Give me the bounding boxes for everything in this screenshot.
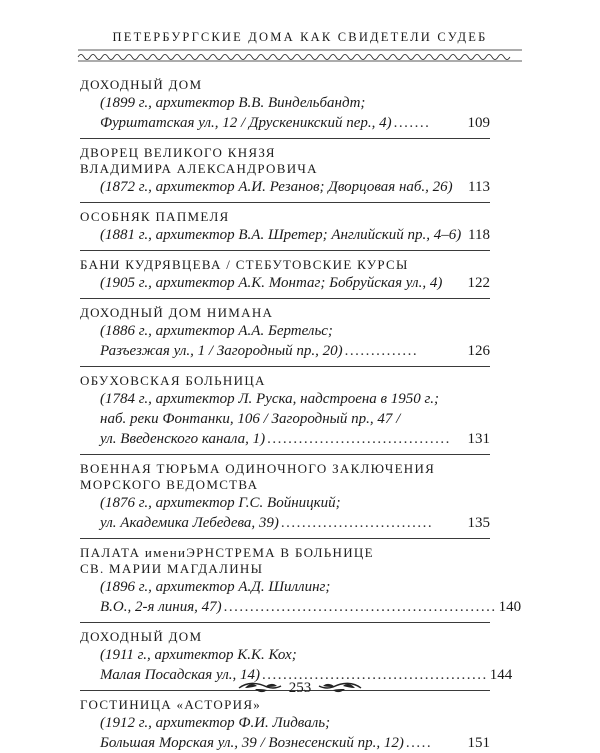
leaf-ornament-left-icon <box>237 680 283 696</box>
entry-detail: (1896 г., архитектор А.Д. Шиллинг; <box>100 579 331 595</box>
entry-title <box>80 373 490 389</box>
toc-entry <box>80 545 522 617</box>
entry-detail-line <box>100 273 490 293</box>
entry-detail-line <box>100 341 490 361</box>
divider <box>80 366 490 367</box>
entry-detail: (1899 г., архитектор В.В. Виндельбандт; <box>100 95 366 111</box>
entry-detail: (1876 г., архитектор Г.С. Войницкий; <box>100 495 341 511</box>
entry-detail: Большая Морская ул., 39 / Вознесенский пр., 12) <box>100 735 404 751</box>
entry-detail: (1911 г., архитектор К.К. Кох; <box>100 647 297 663</box>
entry-title <box>80 77 490 93</box>
entry-detail: (1886 г., архитектор А.А. Бертельс; <box>100 323 333 339</box>
entry-detail-line <box>100 389 490 409</box>
entry-detail-line <box>100 597 522 617</box>
divider <box>80 202 490 203</box>
page-number: 144 <box>489 667 513 683</box>
entry-title-line: БАНИ КУДРЯВЦЕВА / СТЕБУТОВСКИЕ КУРСЫ <box>80 257 409 272</box>
running-header: ПЕТЕРБУРГСКИЕ ДОМА КАК СВИДЕТЕЛИ СУДЕБ <box>112 30 488 44</box>
page-number: 126 <box>467 343 490 359</box>
entry-title <box>80 257 490 273</box>
toc-entry <box>80 697 490 753</box>
toc-entry <box>80 209 490 245</box>
entry-title-line: ДОХОДНЫЙ ДОМ <box>80 629 203 644</box>
page-number: 109 <box>467 115 490 131</box>
entry-detail-line <box>100 429 490 449</box>
entry-detail: Разъезжая ул., 1 / Загородный пр., 20) <box>100 343 343 359</box>
toc-entry <box>80 373 490 449</box>
entry-title <box>80 629 490 645</box>
divider <box>80 454 490 455</box>
toc-entry <box>80 145 490 197</box>
entry-detail: ул. Академика Лебедева, 39) <box>100 515 279 531</box>
entry-detail-line <box>100 493 490 513</box>
page-number-footer: 253 <box>288 679 312 696</box>
toc-entry <box>80 305 490 361</box>
entry-detail: (1784 г., архитектор Л. Руска, надстроена в 1950 г.; <box>100 391 439 407</box>
entry-title <box>80 209 490 225</box>
table-of-contents <box>80 77 522 753</box>
entry-detail: Малая Посадская ул., 14) <box>100 667 260 683</box>
entry-detail: (1912 г., архитектор Ф.И. Лидваль; <box>100 715 331 731</box>
divider <box>80 138 490 139</box>
divider <box>80 622 490 623</box>
entry-title-line: СВ. МАРИИ МАГДАЛИНЫ <box>80 561 264 576</box>
page-number: 131 <box>467 431 490 447</box>
entry-detail: (1905 г., архитектор А.К. Монтаг; Бобруйская ул., 4) <box>100 275 443 291</box>
entry-detail-line <box>100 513 490 533</box>
entry-title-line: ДВОРЕЦ ВЕЛИКОГО КНЯЗЯ <box>80 145 276 160</box>
dot-leader: ............................. <box>280 515 434 531</box>
entry-detail-line <box>100 733 490 753</box>
entry-detail: (1872 г., архитектор А.И. Резанов; Дворцовая наб., 26) <box>100 179 453 195</box>
entry-detail-line <box>100 713 490 733</box>
entry-detail-line <box>100 321 490 341</box>
entry-detail-line <box>100 113 490 133</box>
toc-entry <box>80 257 490 293</box>
entry-detail: Фурштатская ул., 12 / Друскеникский пер., 4) <box>100 115 392 131</box>
page-number: 118 <box>468 227 490 243</box>
entry-title-line: ГОСТИНИЦА «АСТОРИЯ» <box>80 697 262 712</box>
page-footer <box>0 676 600 700</box>
toc-entry <box>80 77 490 133</box>
entry-title-line: МОРСКОГО ВЕДОМСТВА <box>80 477 259 492</box>
entry-title-line: ДОХОДНЫЙ ДОМ <box>80 77 203 92</box>
entry-detail-line <box>100 177 490 197</box>
toc-entry <box>80 461 490 533</box>
entry-title-line: ВЛАДИМИРА АЛЕКСАНДРОВИЧА <box>80 161 318 176</box>
divider <box>80 250 490 251</box>
entry-title-line: ВОЕННАЯ ТЮРЬМА ОДИНОЧНОГО ЗАКЛЮЧЕНИЯ <box>80 461 436 476</box>
entry-detail: В.О., 2-я линия, 47) <box>100 599 222 615</box>
page-number: 113 <box>468 179 490 195</box>
entry-title <box>80 305 490 321</box>
leaf-ornament-right-icon <box>317 680 363 696</box>
dot-leader: ........................................... <box>261 667 488 683</box>
page-number: 140 <box>498 599 522 615</box>
entry-title-line: ДОХОДНЫЙ ДОМ НИМАНА <box>80 305 274 320</box>
page-number: 135 <box>467 515 490 531</box>
header-ornament-rule <box>78 48 522 62</box>
entry-title <box>80 145 490 177</box>
entry-detail: (1881 г., архитектор В.А. Шретер; Английский пр., 4–6) <box>100 227 462 243</box>
page-number: 122 <box>467 275 490 291</box>
dot-leader: ..... <box>405 735 433 751</box>
divider <box>80 298 490 299</box>
entry-title-line: ОБУХОВСКАЯ БОЛЬНИЦА <box>80 373 266 388</box>
dot-leader: ....... <box>393 115 431 131</box>
entry-title-line: ОСОБНЯК ПАПМЕЛЯ <box>80 209 230 224</box>
page-number: 151 <box>467 735 490 751</box>
entry-detail-line <box>100 93 490 113</box>
entry-title <box>80 461 490 493</box>
entry-detail-line <box>100 645 490 665</box>
entry-title-line: ПАЛАТА имениЭРНСТРЕМА В БОЛЬНИЦЕ <box>80 545 374 560</box>
entry-detail-line <box>100 409 490 429</box>
entry-detail: наб. реки Фонтанки, 106 / Загородный пр., 47 / <box>100 411 401 427</box>
dot-leader: ................................... <box>267 431 451 447</box>
dot-leader: .................................................... <box>223 599 497 615</box>
divider <box>80 538 490 539</box>
entry-detail-line <box>100 225 490 245</box>
entry-title <box>80 545 490 577</box>
dot-leader: .............. <box>344 343 419 359</box>
entry-detail-line <box>100 577 490 597</box>
entry-detail: ул. Введенского канала, 1) <box>100 431 266 447</box>
